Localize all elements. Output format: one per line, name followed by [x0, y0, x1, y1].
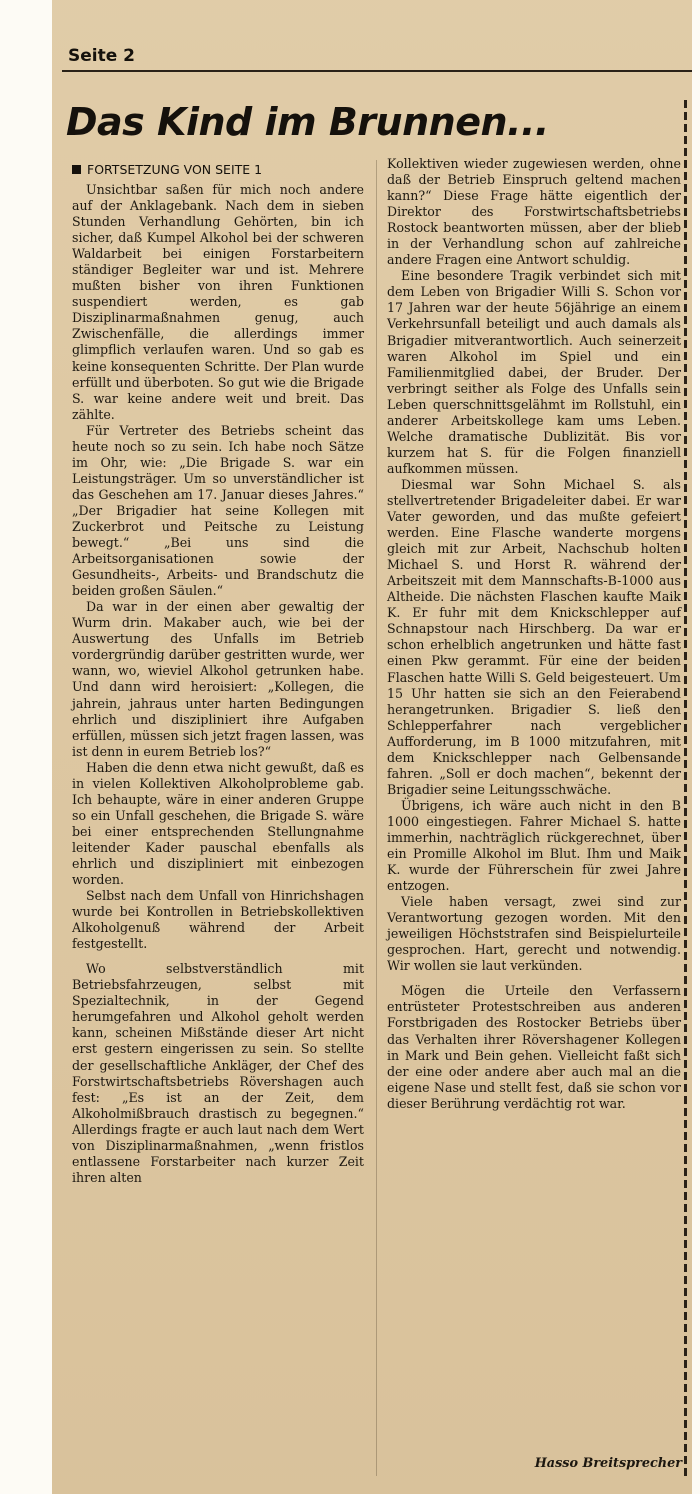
scan-margin — [0, 0, 52, 1494]
page-label: Seite 2 — [68, 46, 136, 66]
article-column-1 — [72, 182, 364, 1482]
right-border — [684, 100, 687, 1480]
paragraph: Selbst nach dem Unfall von Hinrichshagen wurde bei Kontrollen in Betriebskollektiven Alkoholgenuß während der Arbeit festgestellt. — [72, 888, 364, 952]
paragraph: Eine besondere Tragik verbindet sich mit dem Leben von Brigadier Willi S. Schon vor 17 Jahren war der heute 56jährige an einem Verkehrsunfall beteiligt und auch damals als Brigadier mitverantwortlich. Auch seinerzeit waren Alkohol im Spiel und ein Familienmitglied dabei, der Bruder. Der verbringt seither als Folge des Unfalls sein Leben querschnittsgelähmt im Rollstuhl, ein anderer Arbeitskollege kam ums Leben. Welche dramatische Dublizität. Bis vor kurzem hat S. für die Folgen finanziell aufkommen müssen. — [387, 268, 681, 476]
paragraph: Wo selbstverständlich mit Betriebsfahrzeugen, selbst mit Spezialtechnik, in der Gegend herumgefahren und Alkohol geholt werden kann, scheinen Mißstände dieser Art nicht erst gestern eingerissen zu sein. So stellte der gesellschaftliche Ankläger, der Chef des Forstwirtschaftsbetriebs Rövershagen auch fest: „Es ist an der Zeit, dem Alkoholmißbrauch drastisch zu begegnen.“ Allerdings fragte er auch laut nach dem Wert von Disziplinarmaßnahmen, „wenn fristlos entlassene Forstarbeiter nach kurzer Zeit ihren alten — [72, 961, 364, 1185]
paragraph: Übrigens, ich wäre auch nicht in den B 1000 eingestiegen. Fahrer Michael S. hatte immerhin, nachträglich rückgerechnet, über ein Promille Alkohol im Blut. Ihm und Maik K. wurde der Führerschein für zwei Jahre entzogen. — [387, 797, 681, 894]
paragraph: Mögen die Urteile den Verfassern entrüsteter Protestschreiben aus anderen Forstbrigaden des Rostocker Betriebs über das Verhalten ihrer Rövershagener Kollegen in Mark und Bein gehen. Vielleicht faßt sich der eine oder andere aber auch mal an die eigene Nase und stellt fest, daß sie schon vor dieser Berührung verdächtig rot war. — [387, 983, 681, 1111]
byline: Hasso Breitsprecher — [534, 1456, 682, 1471]
bullet-square-icon — [72, 165, 81, 174]
paragraph: Kollektiven wieder zugewiesen werden, ohne daß der Betrieb Einspruch geltend machen kann?“ Diese Frage hätte eigentlich der Direktor des Forstwirtschaftsbetriebs Rostock beantworten müssen, aber der blieb in der Verhandlung schon auf zahlreiche andere Fragen eine Antwort schuldig. — [387, 156, 681, 268]
article-column-2 — [387, 156, 681, 1456]
paragraph: Da war in der einen aber gewaltig der Wurm drin. Makaber auch, wie bei der Auswertung des Unfalls im Betrieb vordergründig darüber gestritten wurde, wer wann, wo, wieviel Alkohol getrunken habe. Und dann wird heroisiert: „Kollegen, die jahrein, jahraus unter harten Bedingungen ehrlich und diszipliniert ihre Aufgaben erfüllen, müssen sich jetzt fragen lassen, was ist denn in eurem Betrieb los?“ — [72, 599, 364, 759]
paragraph: Unsichtbar saßen für mich noch andere auf der Anklagebank. Nach dem in sieben Stunden Verhandlung Gehörten, bin ich sicher, daß Kumpel Alkohol bei der schweren Waldarbeit bei einigen Forstarbeitern ständiger Begleiter war und ist. Mehrere mußten bisher von ihren Funktionen suspendiert werden, es gab Disziplinarmaßnahmen genug, auch Zwischenfälle, die allerdings immer glimpflich verlaufen waren. Und so gab es keine konsequenten Schritte. Der Plan wurde erfüllt und überboten. So gut wie die Brigade S. war keine andere weit und breit. Das zählte. — [72, 182, 364, 422]
top-rule — [62, 70, 692, 72]
kicker — [72, 162, 262, 177]
paragraph: Diesmal war Sohn Michael S. als stellvertretender Brigadeleiter dabei. Er war Vater geworden, und das mußte gefeiert werden. Eine Flasche wanderte morgens gleich mit zur Arbeit, Nachschub holten Michael S. und Horst R. während der Arbeitszeit mit dem Mannschafts-B-1000 aus Altheide. Die nächsten Flaschen kaufte Maik K. Er fuhr mit dem Knickschlepper auf Schnapstour nach Hirschberg. Da war er schon erhelblich angetrunken und hätte fast einen Pkw gerammt. Für eine der beiden Flaschen hatte Willi S. Geld beigesteuert. Um 15 Uhr hatten sie sich an den Feierabend herangetrunken. Brigadier S. ließ den Schlepperfahrer nach vergeblicher Aufforderung, im B 1000 mitzufahren, mit dem Knickschlepper nach Gelbensande fahren. „Soll er doch machen“, bekennt der Brigadier seine Leitungsschwäche. — [387, 476, 681, 797]
column-divider — [376, 160, 377, 1476]
paragraph: Viele haben versagt, zwei sind zur Verantwortung gezogen worden. Mit den jeweiligen Höchststrafen sind Beispielurteile gesprochen. Hart, gerecht und notwendig. Wir wollen sie laut verkünden. — [387, 894, 681, 974]
headline: Das Kind im Brunnen... — [66, 100, 549, 144]
kicker-text: FORTSETZUNG VON SEITE 1 — [87, 162, 263, 177]
paragraph: Haben die denn etwa nicht gewußt, daß es in vielen Kollektiven Alkoholprobleme gab. Ich behaupte, wäre in einer anderen Gruppe so ein Unfall geschehen, die Brigade S. wäre bei einer entsprechenden Stellungnahme leitender Kader pauschal ebenfalls als ehrlich und diszipliniert mit einbezogen worden. — [72, 759, 364, 888]
paragraph: Für Vertreter des Betriebs scheint das heute noch so zu sein. Ich habe noch Sätze im Ohr, wie: „Die Brigade S. war ein Leistungsträger. Um so unverständlicher ist das Geschehen am 17. Januar dieses Jahres.“ „Der Brigadier hat seine Kollegen mit Zuckerbrot und Peitsche zu Leistung bewegt.“ „Bei uns sind die Arbeitsorganisationen sowie der Gesundheits-, Arbeits- und Brandschutz die beiden großen Säulen.“ — [72, 422, 364, 599]
